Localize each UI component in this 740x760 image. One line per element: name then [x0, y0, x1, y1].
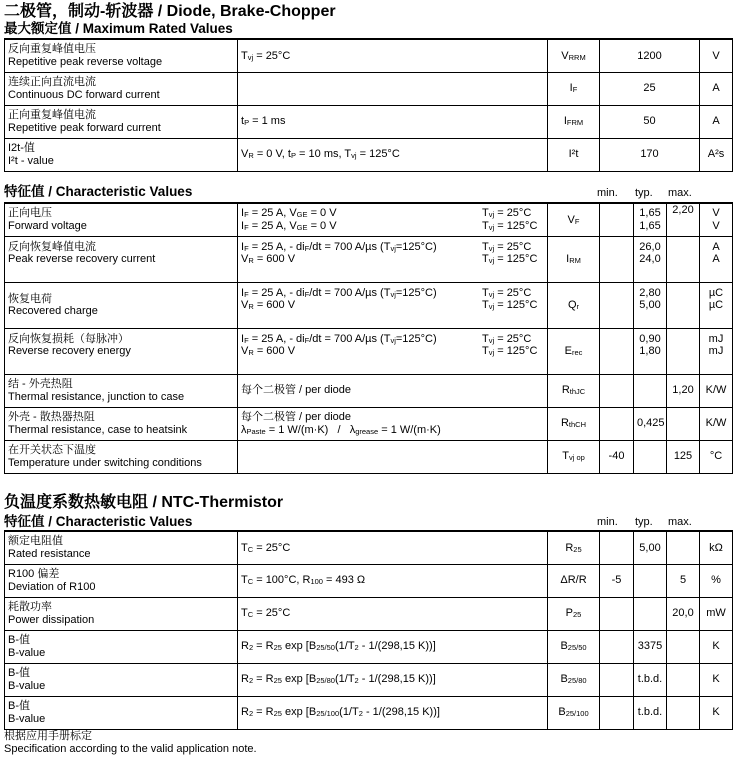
max-cell: 2,20: [667, 203, 700, 236]
max-cell: [667, 663, 700, 696]
symbol-cell: $E_{rec}$: [548, 328, 600, 374]
typ-cell: 1,65 1,65: [634, 203, 667, 236]
symbol-cell: I²t: [548, 138, 600, 171]
max-cell: 125: [667, 440, 700, 473]
condition-cell: $R_2 = R_{25}$ $\exp [B_{25/50}(1/T_2 - 1/(298,15$ K))]: [238, 630, 548, 663]
unit-cell: A: [700, 72, 733, 105]
typ-cell: t.b.d.: [634, 663, 667, 696]
min-cell: [600, 630, 634, 663]
condition-cell: $R_2 = R_{25}$ $\exp [B_{25/80}(1/T_2 - 1/(298,15$ K))]: [238, 663, 548, 696]
min-cell: [600, 374, 634, 407]
symbol-cell: $B_{25/80}$: [548, 663, 600, 696]
symbol-cell: ΔR/R: [548, 564, 600, 597]
col-max-label: max.: [668, 516, 692, 528]
condition-cell: $T_{vj} = 25^\circ C$: [238, 39, 548, 72]
typ-cell: 3375: [634, 630, 667, 663]
condition-cell: 每个二极管 / per diode: [238, 374, 548, 407]
min-cell: [600, 597, 634, 630]
min-cell: [600, 531, 634, 564]
symbol-cell: $P_{25}$: [548, 597, 600, 630]
unit-cell: mW: [700, 597, 733, 630]
max-cell: 5: [667, 564, 700, 597]
table-row: [5, 39, 733, 72]
min-cell: [600, 203, 634, 236]
symbol-cell: $B_{25/100}$: [548, 696, 600, 729]
table-row: [5, 597, 733, 630]
condition-cell: $R_2 = R_{25}$ $\exp [B_{25/100}(1/T_2 - 1/(298,15$ K))]: [238, 696, 548, 729]
condition-cell: [238, 72, 548, 105]
condition-cell: $I_F = 25$ A, $V_{GE} = 0$ V $T_{vj} = 25^\circ C$ $I_F = 25$ A, $V_{GE} = 0$ V $T_{vj} = 125^\circ C$: [238, 203, 548, 236]
max-cell: [667, 407, 700, 440]
table-row: [5, 407, 733, 440]
param-cell: R100 偏差 Deviation of R100: [5, 564, 238, 597]
symbol-cell: $I_{RM}$: [548, 236, 600, 282]
max-cell: [667, 328, 700, 374]
max-cell: [667, 236, 700, 282]
max-cell: [667, 696, 700, 729]
table-row: [5, 440, 733, 473]
table-row: [5, 663, 733, 696]
max-cell: [667, 531, 700, 564]
table-row: [5, 236, 733, 282]
col-typ-label: typ.: [635, 516, 653, 528]
footer-note-cn: 根据应用手册标定: [4, 730, 92, 742]
table-row: [5, 105, 733, 138]
condition-cell: $T_C = 25^\circ C$: [238, 531, 548, 564]
ntc-table: [4, 530, 733, 730]
min-cell: [600, 663, 634, 696]
param-cell: I2t-值 I²t - value: [5, 138, 238, 171]
char-values-title: 特征值 / Characteristic Values: [4, 184, 193, 199]
typ-cell: [634, 564, 667, 597]
param-cell: 反向恢复损耗（每脉冲） Reverse recovery energy: [5, 328, 238, 374]
unit-cell: V V: [700, 203, 733, 236]
table-row: [5, 531, 733, 564]
param-cell: B-值 B-value: [5, 696, 238, 729]
max-rated-title: 最大额定值 / Maximum Rated Values: [4, 21, 233, 36]
param-cell: 在开关状态下温度 Temperature under switching conditions: [5, 440, 238, 473]
param-cell: 反向恢复峰值电流 Peak reverse recovery current: [5, 236, 238, 282]
typ-cell: 5,00: [634, 531, 667, 564]
unit-cell: A²s: [700, 138, 733, 171]
typ-cell: 0,90 1,80: [634, 328, 667, 374]
condition-cell: $V_R = 0$ V, $t_P = 10$ ms, $T_{vj} = 125^\circ C$: [238, 138, 548, 171]
min-cell: -40: [600, 440, 634, 473]
min-cell: -5: [600, 564, 634, 597]
min-cell: [600, 236, 634, 282]
unit-cell: %: [700, 564, 733, 597]
condition-cell: $I_F = 25$ A, - $di_F/dt = 700$ A/µs $(T_{vj}=125^\circ C)$ $T_{vj} = 25^\circ C$ $V_R = 600$ V $T_{vj} = 125^\circ C$: [238, 282, 548, 328]
ntc-title: 负温度系数热敏电阻 / NTC-Thermistor: [4, 494, 284, 511]
col-typ-label: typ.: [635, 187, 653, 199]
value-cell: 50: [600, 105, 700, 138]
symbol-cell: $V_{RRM}$: [548, 39, 600, 72]
condition-cell: $T_C = 100^\circ C$, $R_{100} = 493$ Ω: [238, 564, 548, 597]
symbol-cell: $B_{25/50}$: [548, 630, 600, 663]
unit-cell: A A: [700, 236, 733, 282]
condition-cell: $I_F = 25$ A, - $di_F/dt = 700$ A/µs $(T_{vj}=125^\circ C)$ $T_{vj} = 25^\circ C$ $V_R = 600$ V $T_{vj} = 125^\circ C$: [238, 328, 548, 374]
min-cell: [600, 328, 634, 374]
ntc-char-title: 特征值 / Characteristic Values: [4, 514, 193, 529]
table-row: [5, 72, 733, 105]
param-cell: 正向重复峰值电流 Repetitive peak forward current: [5, 105, 238, 138]
param-cell: B-值 B-value: [5, 663, 238, 696]
unit-cell: kΩ: [700, 531, 733, 564]
col-max-label: max.: [668, 187, 692, 199]
unit-cell: µC µC: [700, 282, 733, 328]
symbol-cell: $V_F$: [548, 203, 600, 236]
max-rated-table: [4, 38, 733, 172]
value-cell: 25: [600, 72, 700, 105]
max-cell: 1,20: [667, 374, 700, 407]
table-row: [5, 203, 733, 236]
value-cell: 1200: [600, 39, 700, 72]
param-cell: 恢复电荷 Recovered charge: [5, 282, 238, 328]
symbol-cell: $Q_r$: [548, 282, 600, 328]
unit-cell: mJ mJ: [700, 328, 733, 374]
char-values-table: [4, 202, 733, 474]
footer-note: [4, 730, 257, 755]
col-min-label: min.: [597, 187, 618, 199]
table-row: [5, 630, 733, 663]
param-cell: 结 - 外壳热阻 Thermal resistance, junction to case: [5, 374, 238, 407]
table-row: [5, 328, 733, 374]
unit-cell: K/W: [700, 407, 733, 440]
max-cell: 20,0: [667, 597, 700, 630]
table-row: [5, 282, 733, 328]
symbol-cell: $R_{thJC}$: [548, 374, 600, 407]
diode-title: 二极管，制动-斩波器 / Diode, Brake-Chopper: [4, 3, 336, 20]
table-row: [5, 138, 733, 171]
unit-cell: A: [700, 105, 733, 138]
typ-cell: 0,425: [634, 407, 667, 440]
min-cell: [600, 407, 634, 440]
unit-cell: V: [700, 39, 733, 72]
max-cell: [667, 630, 700, 663]
min-cell: [600, 282, 634, 328]
typ-cell: 26,0 24,0: [634, 236, 667, 282]
symbol-cell: $T_{vj op}$: [548, 440, 600, 473]
condition-cell: [238, 440, 548, 473]
typ-cell: [634, 374, 667, 407]
typ-cell: [634, 597, 667, 630]
param-cell: 外壳 - 散热器热阻 Thermal resistance, case to heatsink: [5, 407, 238, 440]
col-min-label: min.: [597, 516, 618, 528]
table-row: [5, 696, 733, 729]
param-cell: 反向重复峰值电压 Repetitive peak reverse voltage: [5, 39, 238, 72]
unit-cell: K: [700, 696, 733, 729]
typ-cell: [634, 440, 667, 473]
symbol-cell: $I_F$: [548, 72, 600, 105]
unit-cell: K: [700, 663, 733, 696]
min-cell: [600, 696, 634, 729]
symbol-cell: $R_{25}$: [548, 531, 600, 564]
unit-cell: °C: [700, 440, 733, 473]
symbol-cell: $R_{thCH}$: [548, 407, 600, 440]
symbol-cell: $I_{FRM}$: [548, 105, 600, 138]
condition-cell: $I_F = 25$ A, - $di_F/dt = 700$ A/µs $(T_{vj}=125^\circ C)$ $T_{vj} = 25^\circ C$ $V_R = 600$ V $T_{vj} = 125^\circ C$: [238, 236, 548, 282]
unit-cell: K/W: [700, 374, 733, 407]
value-cell: 170: [600, 138, 700, 171]
param-cell: 额定电阻值 Rated resistance: [5, 531, 238, 564]
table-row: [5, 564, 733, 597]
footer-note-en: Specification according to the valid application note.: [4, 742, 257, 755]
param-cell: 正向电压 Forward voltage: [5, 203, 238, 236]
condition-cell: $t_P = 1$ ms: [238, 105, 548, 138]
param-cell: B-值 B-value: [5, 630, 238, 663]
typ-cell: t.b.d.: [634, 696, 667, 729]
unit-cell: K: [700, 630, 733, 663]
condition-cell: 每个二极管 / per diode $\lambda_{Paste} = 1$ $W/(m\cdot K) / \lambda_{grease} = 1$ W/(m·K): [238, 407, 548, 440]
param-cell: 连续正向直流电流 Continuous DC forward current: [5, 72, 238, 105]
typ-cell: 2,80 5,00: [634, 282, 667, 328]
param-cell: 耗散功率 Power dissipation: [5, 597, 238, 630]
condition-cell: $T_C = 25^\circ C$: [238, 597, 548, 630]
table-row: [5, 374, 733, 407]
max-cell: [667, 282, 700, 328]
